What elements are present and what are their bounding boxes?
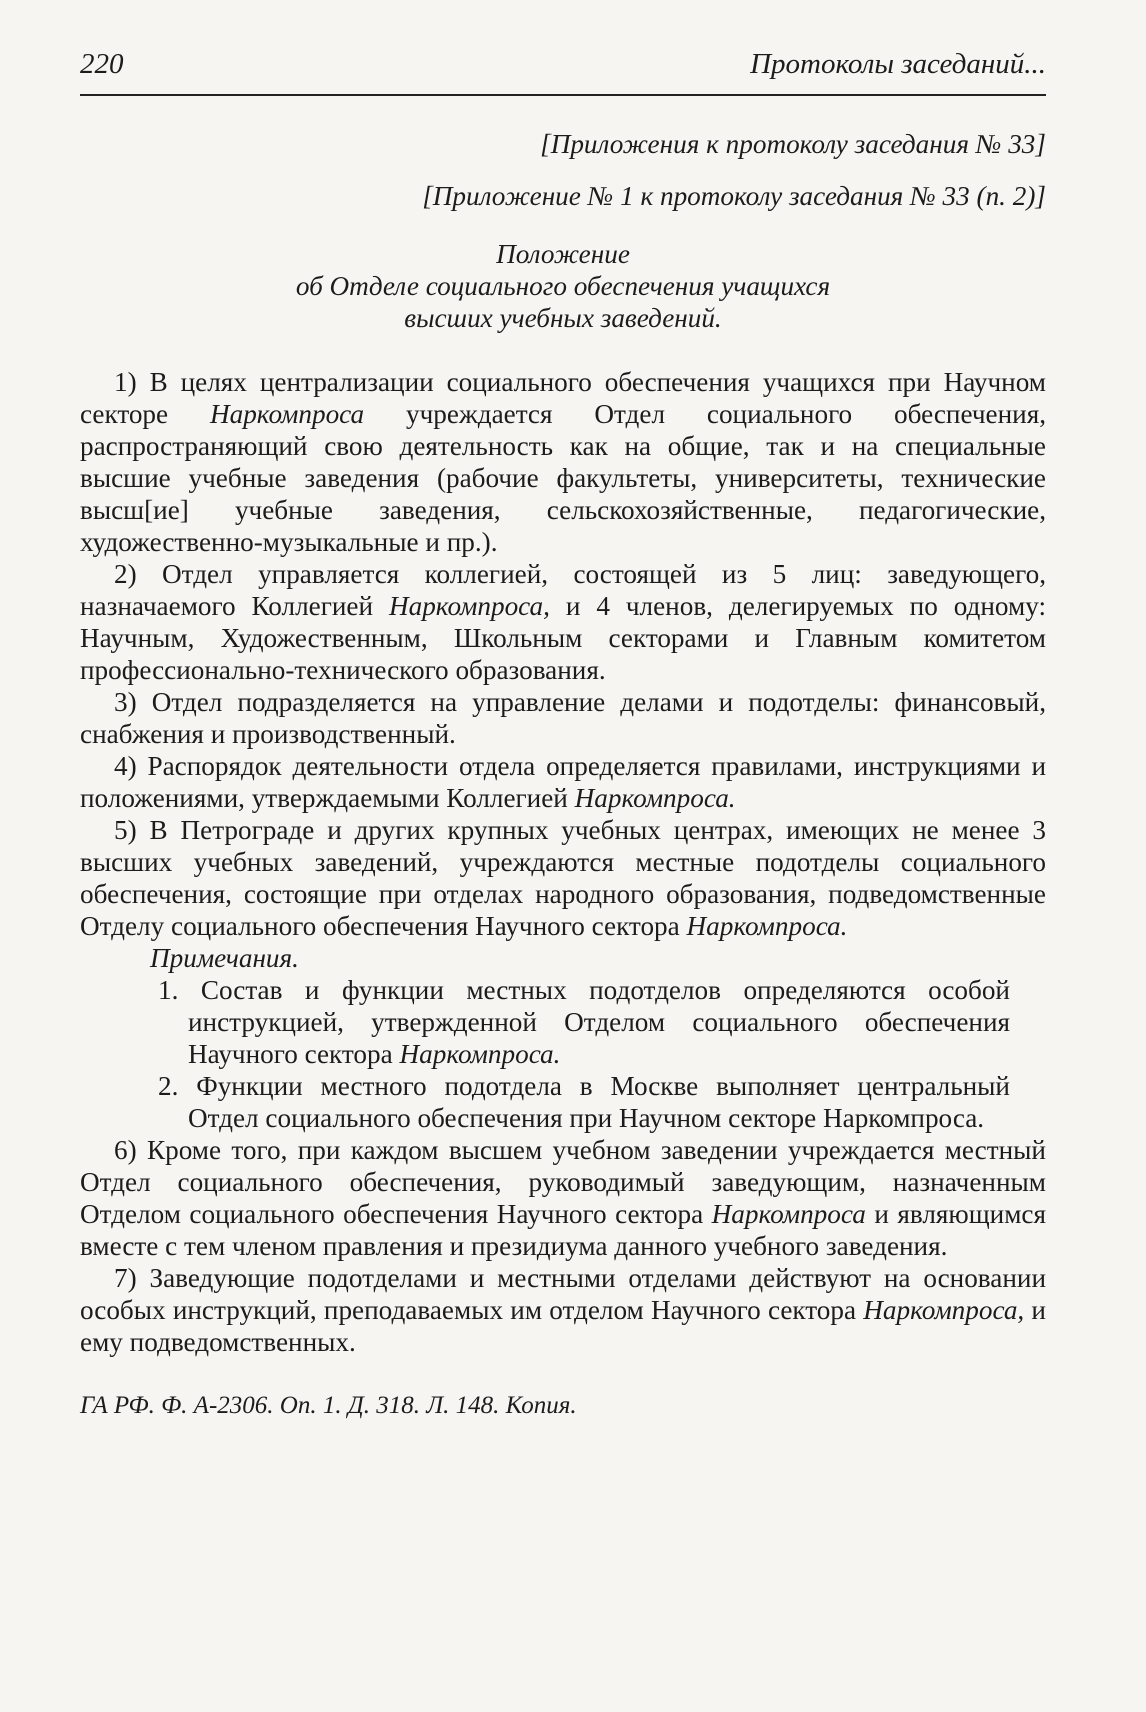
paragraph-4: 4) Распорядок деятельности отдела определяется правилами, инструкциями и положениями, утверждаемыми Коллегией Наркомпроса.	[80, 751, 1046, 813]
note-2: 2. Функции местного подотдела в Москве выполняет центральный Отдел социального обеспечения при Научном секторе Наркомпроса.	[158, 1071, 1010, 1133]
notes-heading: Примечания.	[150, 943, 299, 973]
title-line-2: об Отделе социального обеспечения учащихся	[295, 271, 831, 301]
paragraph-2: 2) Отдел управляется коллегией, состоящей из 5 лиц: заведующего, назначаемого Коллегией Наркомпроса, и 4 членов, делегируемых по одному: Научным, Художественным, Школьным секторами и Главным комитетом профессионально-технического образования.	[80, 559, 1046, 685]
page-content	[80, 122, 1046, 1447]
document-title	[80, 238, 1046, 334]
page-number: 220	[80, 48, 124, 80]
paragraph-5: 5) В Петрограде и других крупных учебных центрах, имеющих не менее 3 высших учебных заведений, учреждаются местные подотделы социального обеспечения, состоящие при отделах народного образования, подведомственные Отделу социального обеспечения Научного сектора Наркомпроса.	[80, 815, 1046, 941]
paragraph-6: 6) Кроме того, при каждом высшем учебном заведении учреждается местный Отдел социального обеспечения, руководимый заведующим, назначенным Отделом социального обеспечения Научного сектора Наркомпроса и являющимся вместе с тем членом правления и президиума данного учебного заведения.	[80, 1135, 1046, 1261]
notes-list	[150, 974, 1046, 1134]
title-line-3: высших учебных заведений.	[404, 303, 722, 333]
archival-source: ГА РФ. Ф. А-2306. Оп. 1. Д. 318. Л. 148. Копия.	[80, 1392, 577, 1419]
paragraph-1: 1) В целях централизации социального обеспечения учащихся при Научном секторе Наркомпроса учреждается Отдел социального обеспечения, распространяющий свою деятельность как на общие, так и на специальные высшие учебные заведения (рабочие факультеты, университеты, технические высш[ие] учебные заведения, сельскохозяйственные, педагогические, художественно-музыкальные и пр.).	[80, 367, 1046, 557]
title-line-1: Положение	[496, 239, 630, 269]
note-1: 1. Состав и функции местных подотделов определяются особой инструкцией, утвержденной Отделом социального обеспечения Научного сектора Наркомпроса.	[158, 975, 1010, 1069]
appendix-heading-1: [Приложения к протоколу заседания № 33]	[540, 129, 1046, 159]
running-title: Протоколы заседаний...	[750, 48, 1046, 80]
page-header	[80, 48, 1046, 96]
paragraph-7: 7) Заведующие подотделами и местными отделами действуют на основании особых инструкций, преподаваемых им отделом Научного сектора Наркомпроса, и ему подведомственных.	[80, 1263, 1046, 1357]
paragraph-3: 3) Отдел подразделяется на управление делами и подотделы: финансовый, снабжения и производственный.	[80, 687, 1046, 749]
appendix-heading-2: [Приложение № 1 к протоколу заседания № 33 (п. 2)]	[422, 181, 1046, 211]
